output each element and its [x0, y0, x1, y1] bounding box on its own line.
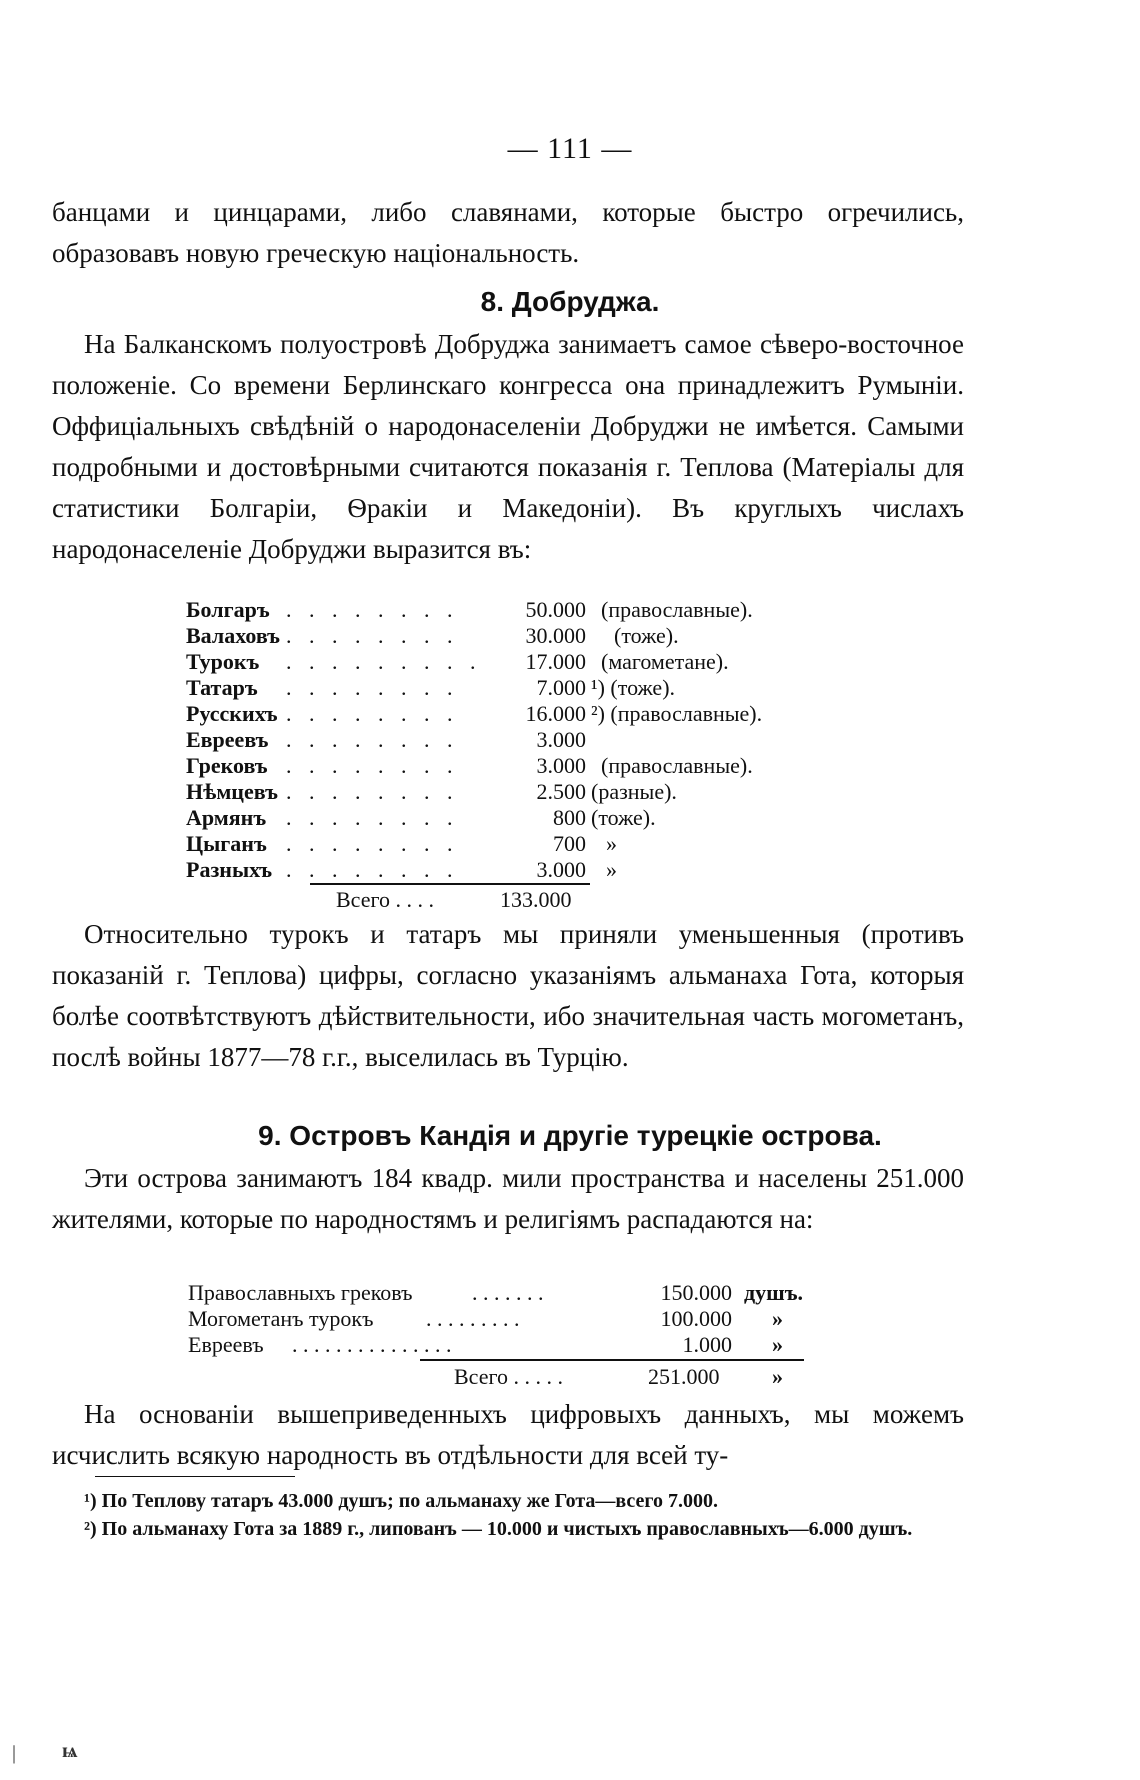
row-value: 7.000 — [536, 675, 586, 700]
table-row — [186, 779, 677, 805]
row-dots: . . . . . . . . — [286, 597, 459, 622]
table-row — [186, 701, 763, 727]
row-name: Валаховъ — [186, 623, 280, 648]
row-note: (разные). — [591, 779, 677, 804]
table-row — [188, 1332, 783, 1358]
dobrudja-total-value: 133.000 — [500, 887, 572, 912]
row-name: Татаръ — [186, 675, 258, 700]
row-note: » — [606, 857, 617, 882]
row-name: Разныхъ — [186, 857, 273, 882]
candia-table — [188, 1280, 804, 1358]
table-row — [186, 831, 617, 857]
row-note: (тоже). — [591, 805, 656, 830]
row-dots: . . . . . . . . — [286, 623, 459, 648]
row-note: ²) (православные). — [591, 701, 763, 726]
row-dots: . . . . . . . . — [286, 857, 459, 882]
footnote-2: ²) По альманаху Гота за 1889 г., липованъ — 10.000 и чистыхъ православныхъ—6.000 душъ. — [84, 1518, 913, 1540]
table-row — [186, 753, 753, 779]
row-value: 100.000 — [660, 1306, 732, 1331]
table-row — [186, 805, 656, 831]
row-name: Русскихъ — [186, 701, 278, 726]
page-number: — 111 — — [507, 132, 633, 165]
table-row — [188, 1280, 804, 1306]
candia-total-note: » — [772, 1364, 783, 1389]
footnote-1: ¹) По Теплову татаръ 43.000 душъ; по альманаху же Гота—всего 7.000. — [84, 1490, 719, 1512]
row-name: Нѣмцевъ — [186, 779, 278, 804]
row-dots: . . . . . . . . — [286, 727, 459, 752]
row-value: 1.000 — [682, 1332, 732, 1357]
row-value: 30.000 — [525, 623, 586, 648]
row-note: (православные). — [601, 753, 753, 778]
row-name: Грековъ — [186, 753, 268, 778]
footnote-divider — [95, 1476, 295, 1477]
row-name: Евреевъ — [188, 1332, 264, 1357]
table-row — [188, 1306, 783, 1332]
row-dots: . . . . . . . . — [286, 779, 459, 804]
row-note: » — [772, 1306, 783, 1331]
row-dots: . . . . . . . . — [286, 753, 459, 778]
row-note: (православные). — [601, 597, 753, 622]
paragraph-top: банцами и цинцарами, либо славянами, которые быстро огречились, образовавъ новую греческую національность. — [52, 197, 964, 268]
row-name: Православныхъ грековъ — [188, 1280, 413, 1305]
row-note: » — [606, 831, 617, 856]
candia-total-value: 251.000 — [648, 1364, 720, 1389]
row-dots: . . . . . . . . . . . . . . . — [292, 1332, 452, 1357]
row-value: 2.500 — [536, 779, 586, 804]
section9-paragraph: Эти острова занимаютъ 184 квадр. мили пространства и населены 251.000 жителями, которые по народностямъ и религіямъ распадаются на: — [52, 1163, 964, 1234]
row-name: Цыганъ — [186, 831, 267, 856]
row-dots: . . . . . . . . — [286, 701, 459, 726]
corner-mark: ѩ — [62, 1740, 78, 1762]
page-edge-mark: | — [12, 1742, 17, 1764]
row-note: (тоже). — [614, 623, 679, 648]
row-value: 50.000 — [525, 597, 586, 622]
section8-heading: 8. Добруджа. — [480, 286, 660, 317]
table-row — [186, 727, 586, 753]
row-note: ¹) (тоже). — [591, 675, 676, 700]
row-note: » — [772, 1332, 783, 1357]
row-name: Могометанъ турокъ — [188, 1306, 374, 1331]
paragraph-after-table: Относительно турокъ и татаръ мы приняли уменьшенныя (противъ показаній г. Теплова) цифры, согласно указаніямъ альманаха Гота, которыя болѣе соотвѣтствуютъ дѣйствительности, ибо значительная часть могометанъ, послѣ войны 1877—78 г.г., выселилась въ Турцію. — [52, 919, 964, 1072]
row-dots: . . . . . . . . — [286, 675, 459, 700]
row-name: Болгаръ — [186, 597, 270, 622]
row-value: 150.000 — [660, 1280, 732, 1305]
row-value: 3.000 — [536, 857, 586, 882]
row-name: Армянъ — [186, 805, 267, 830]
table-total-rule — [310, 883, 590, 885]
candia-total-label: Всего . . . . . — [454, 1364, 563, 1389]
table-row — [186, 857, 617, 883]
row-name: Турокъ — [186, 649, 260, 674]
row-name: Евреевъ — [186, 727, 269, 752]
row-value: 3.000 — [536, 753, 586, 778]
paragraph-bottom: На основаніи вышеприведенныхъ цифровыхъ данныхъ, мы можемъ исчислить всякую народность въ отдѣльности для всей ту- — [52, 1399, 964, 1470]
row-value: 17.000 — [525, 649, 586, 674]
table-row — [186, 675, 676, 701]
dobrudja-table — [186, 597, 763, 883]
row-value: 16.000 — [525, 701, 586, 726]
row-note: (магометане). — [601, 649, 729, 674]
row-note: душъ. — [744, 1280, 804, 1305]
row-value: 3.000 — [536, 727, 586, 752]
table-row — [186, 649, 729, 675]
section9-heading: 9. Островъ Кандія и другіе турецкіе острова. — [258, 1120, 882, 1151]
row-value: 800 — [553, 805, 586, 830]
table-total-rule — [420, 1359, 804, 1361]
row-dots: . . . . . . . . — [286, 831, 459, 856]
table-row — [186, 597, 753, 623]
dobrudja-total-label: Всего . . . . — [336, 887, 434, 912]
row-dots: . . . . . . . . . — [426, 1306, 520, 1331]
row-dots: . . . . . . . . — [286, 805, 459, 830]
row-dots: . . . . . . . . . — [286, 649, 482, 674]
row-dots: . . . . . . . — [472, 1280, 544, 1305]
table-row — [186, 623, 679, 649]
row-value: 700 — [553, 831, 586, 856]
section8-paragraph: На Балканскомъ полуостровѣ Добруджа занимаетъ самое сѣверо-восточное положеніе. Со времени Берлинскаго конгресса она принадлежитъ Румыніи. Оффиціальныхъ свѣдѣній о народонаселеніи Добруджи не имѣется. Самыми подробными и достовѣрными считаются показанія г. Теплова (Матеріалы для статистики Болгаріи, Ѳракіи и Македоніи). Въ круглыхъ числахъ народонаселеніе Добруджи выразится въ: — [52, 329, 964, 564]
